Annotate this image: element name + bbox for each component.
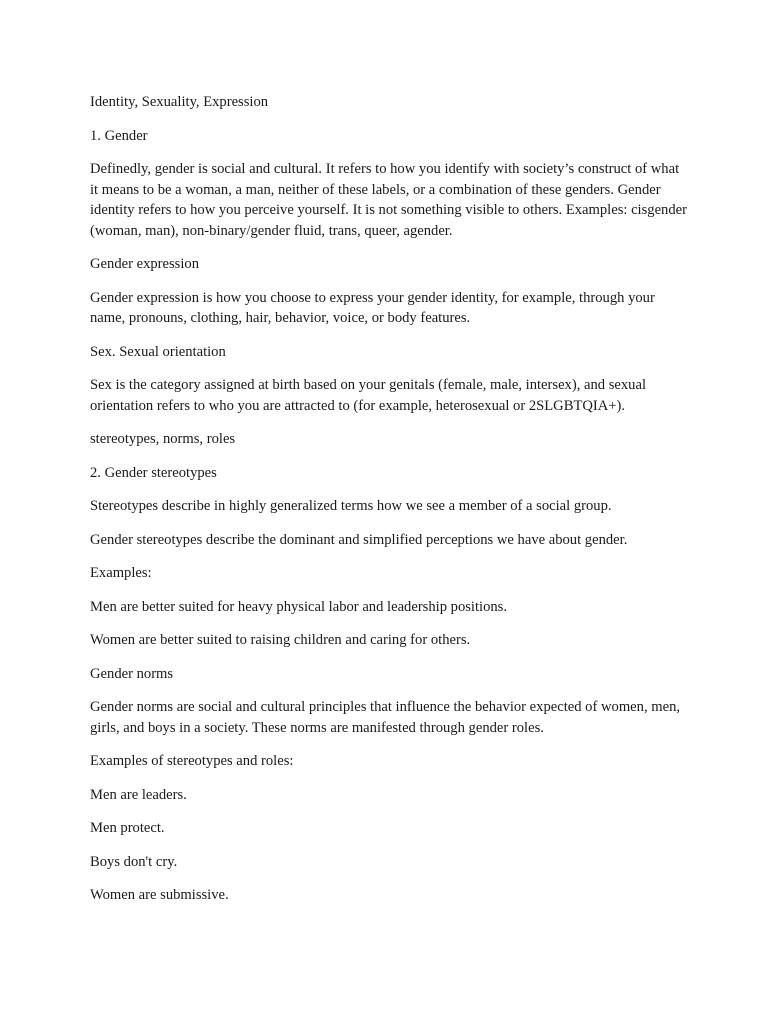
document-body: [90, 92, 690, 919]
label-examples-stereotypes-roles: Examples of stereotypes and roles:: [90, 753, 294, 769]
document-title: Identity, Sexuality, Expression: [90, 94, 269, 110]
paragraph-stereotypes-definition: Stereotypes describe in highly generalized terms how we see a member of a social group.: [90, 498, 612, 514]
heading-gender-stereotypes: 2. Gender stereotypes: [90, 464, 217, 481]
example-boys-dont-cry: Boys don't cry.: [90, 853, 178, 870]
example-women-submissive: Women are submissive.: [90, 887, 229, 903]
heading-stereotypes-norms-roles: stereotypes, norms, roles: [90, 431, 236, 447]
example-women-caring: Women are better suited to raising children and caring for others.: [90, 632, 471, 648]
paragraph-gender-definition: Definedly, gender is social and cultural. It refers to how you identify with society’s construct of what it means to be a woman, a man, neither of these labels, or a combination of these genders. Gender identity refers to how you perceive yourself. It is not something visible to others. Examples: cisgender (woman, man), non-binary/gender fluid, trans, queer, agender.: [90, 161, 691, 239]
example-men-labor: Men are better suited for heavy physical labor and leadership positions.: [90, 598, 508, 615]
heading-gender-expression: Gender expression: [90, 256, 200, 272]
heading-sex-orientation: Sex. Sexual orientation: [90, 343, 226, 360]
paragraph-sex-orientation: Sex is the category assigned at birth based on your genitals (female, male, intersex), and sexual orientation refers to who you are attracted to (for example, heterosexual or 2SLGBTQIA+).: [90, 377, 650, 414]
paragraph-gender-norms: Gender norms are social and cultural principles that influence the behavior expected of women, men, girls, and boys in a society. These norms are manifested through gender roles.: [90, 699, 684, 736]
example-men-leaders: Men are leaders.: [90, 786, 187, 803]
paragraph-gender-stereotypes: Gender stereotypes describe the dominant and simplified perceptions we have about gender.: [90, 531, 628, 548]
heading-gender-norms: Gender norms: [90, 665, 174, 682]
paragraph-gender-expression: Gender expression is how you choose to express your gender identity, for example, through your name, pronouns, clothing, hair, behavior, voice, or body features.: [90, 289, 659, 326]
heading-gender: 1. Gender: [90, 127, 148, 144]
label-examples: Examples:: [90, 565, 152, 581]
example-men-protect: Men protect.: [90, 820, 165, 836]
